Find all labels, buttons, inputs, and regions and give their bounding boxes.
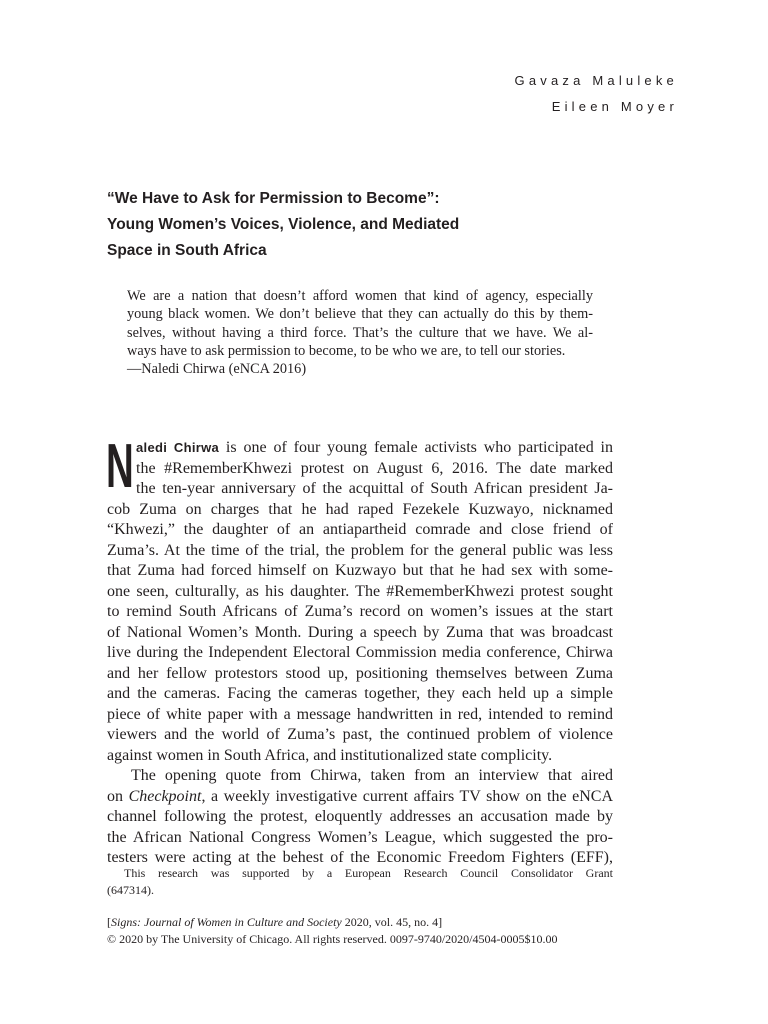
body-line: Zuma’s. At the time of the trial, the problem for the general public was less: [107, 541, 613, 559]
copyright-line: © 2020 by The University of Chicago. All rights reserved. 0097-9740/2020/4504-0005$10.00: [107, 932, 558, 946]
body-line: The opening quote from Chirwa, taken from an interview that aired: [131, 767, 613, 784]
epigraph-line: young black women. We don’t believe that they can actually do this by them-: [127, 306, 593, 323]
body-line: testers were acting at the behest of the Economic Freedom Fighters (EFF),: [107, 849, 613, 866]
body-line-text: on: [107, 787, 129, 805]
body-line-text: , a weekly investigative current affairs TV show on the eNCA: [201, 787, 614, 805]
citation-bracket: [: [107, 915, 111, 929]
epigraph: [127, 287, 593, 378]
body-line-text: is one of four young female activists who participated in: [219, 439, 614, 456]
title-line: Space in South Africa: [107, 242, 267, 259]
body-text: [106, 432, 614, 869]
journal-name: Signs: Journal of Women in Culture and Society: [111, 915, 342, 929]
citation-line: [107, 914, 558, 931]
footnote: [107, 865, 613, 899]
body-line: piece of white paper with a message handwritten in red, intended to remind: [107, 705, 613, 723]
body-line: against women in South Africa, and institutionalized state complicity.: [107, 746, 553, 764]
drop-cap: N: [106, 432, 133, 501]
title-line: “We Have to Ask for Permission to Become”:: [107, 190, 440, 207]
body-line: cob Zuma on charges that he had raped Fezekele Kuzwayo, nicknamed: [107, 500, 613, 518]
lead-name: aledi Chirwa: [136, 440, 220, 455]
show-title: Checkpoint: [128, 787, 202, 805]
body-line: and the cameras. Facing the cameras together, they each held up a simple: [107, 685, 613, 702]
body-line: live during the Independent Electoral Commission media conference, Chirwa: [107, 644, 613, 661]
body-line: [107, 787, 613, 808]
epigraph-line: ways have to ask permission to become, to be who we are, to tell our stories.: [127, 342, 566, 359]
body-line: the African National Congress Women’s League, which suggested the pro-: [107, 828, 613, 846]
article-title: [107, 186, 607, 264]
body-line: [107, 438, 613, 459]
body-line: viewers and the world of Zuma’s past, the continued problem of violence: [107, 726, 613, 743]
body-line: the #RememberKhwezi protest on August 6, 2016. The date marked: [136, 459, 613, 477]
body-line: “Khwezi,” the daughter of an antiapartheid comrade and close friend of: [107, 521, 613, 538]
body-line: to remind South Africans of Zuma’s record on women’s issues at the start: [107, 603, 613, 620]
title-line: Young Women’s Voices, Violence, and Mediated: [107, 216, 460, 233]
epigraph-line: We are a nation that doesn’t afford women that kind of agency, especially: [127, 288, 593, 304]
body-line: and her fellow protestors stood up, positioning themselves between Zuma: [107, 664, 613, 682]
body-line: the ten-year anniversary of the acquittal of South African president Ja-: [136, 480, 613, 497]
footnote-line: (647314).: [107, 883, 154, 897]
author-block: [515, 68, 678, 120]
journal-citation: [107, 914, 558, 948]
citation-volume: 2020, vol. 45, no. 4]: [341, 915, 443, 929]
body-line: that Zuma had forced himself on Kuzwayo but that he had sex with some-: [107, 562, 613, 579]
epigraph-line: selves, without having a third force. That’s the culture that we have. We al-: [127, 324, 593, 341]
author-name: Eileen Moyer: [551, 99, 678, 114]
body-line: channel following the protest, eloquently addresses an accusation made by: [107, 808, 613, 825]
author-name: Gavaza Maluleke: [514, 73, 678, 88]
footnote-line: This research was supported by a European Research Council Consolidator Grant: [124, 866, 613, 880]
epigraph-attribution: —Naledi Chirwa (eNCA 2016): [127, 361, 307, 378]
body-line: one seen, culturally, as his daughter. The #RememberKhwezi protest sought: [107, 582, 613, 600]
body-line: of National Women’s Month. During a speech by Zuma that was broadcast: [107, 623, 613, 641]
